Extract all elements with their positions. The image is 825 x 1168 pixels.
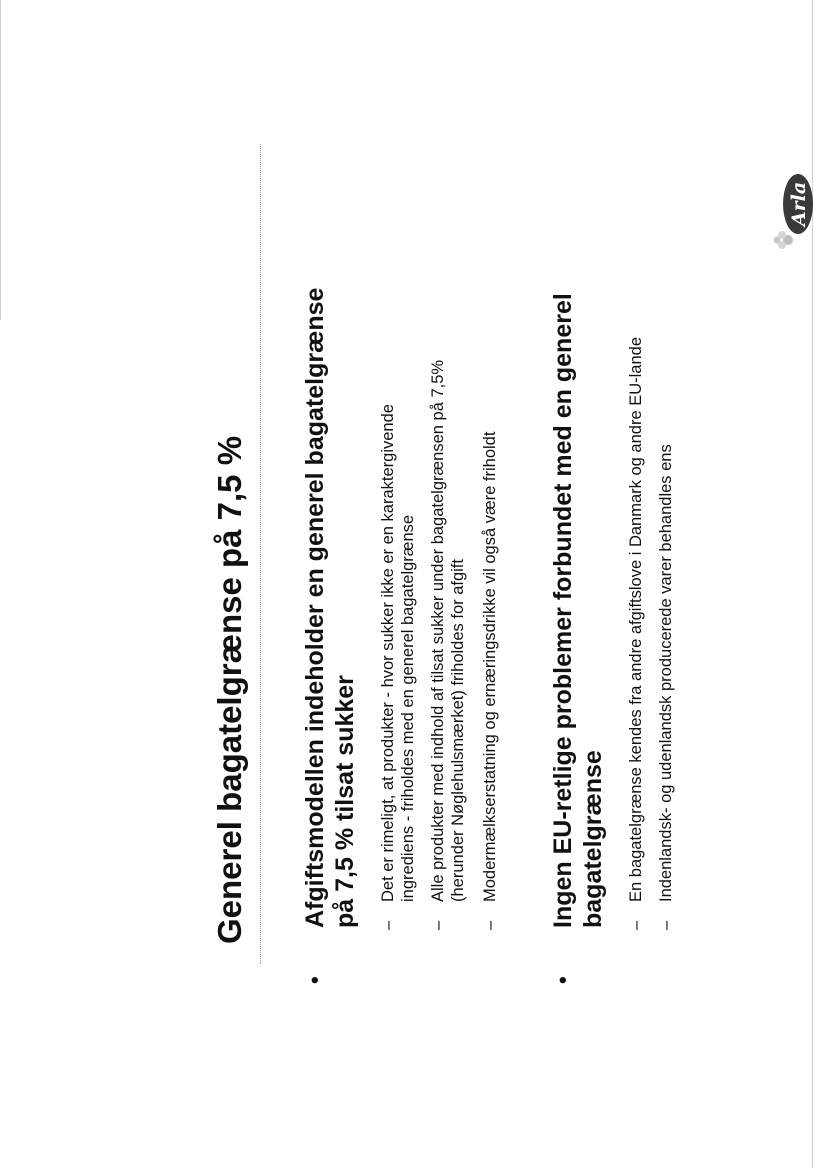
dash-marker: – xyxy=(379,920,397,930)
bullet-heading-line: Afgiftsmodellen indeholder en generel bagatelgrænse xyxy=(301,287,329,928)
logo-text: Arla xyxy=(788,181,810,227)
bullet-marker: • xyxy=(550,976,575,984)
sub-item-line: Indenlandsk- og udenlandsk producerede varer behandles ens xyxy=(657,444,675,902)
dash-marker: – xyxy=(481,920,499,930)
bullet-heading xyxy=(300,188,360,928)
bullet-heading-line: på 7,5 % tilsat sukker xyxy=(331,675,359,928)
bullet-heading xyxy=(548,188,608,928)
title-divider xyxy=(260,144,261,964)
sub-item xyxy=(480,202,500,930)
slide xyxy=(208,144,825,1024)
sub-item-line: ingrediens - friholdes med en generel bagatelgrænse xyxy=(399,514,417,902)
sub-item-line: (herunder Nøglehulsmærket) friholdes for afgift xyxy=(449,559,467,902)
scan-edge-line xyxy=(0,0,1,320)
sub-item xyxy=(428,202,468,930)
arla-logo xyxy=(768,172,816,254)
sub-item xyxy=(626,202,646,930)
sub-item-line: En bagatelgrænse kendes fra andre afgiftslove i Danmark og andre EU-lande xyxy=(627,337,645,902)
sub-item-line: Det er rimeligt, at produkter - hvor sukker ikke er en karaktergivende xyxy=(379,404,397,902)
dash-marker: – xyxy=(657,920,675,930)
bullet-heading-line: bagatelgrænse xyxy=(579,750,607,928)
sub-item xyxy=(656,202,676,930)
dash-marker: – xyxy=(429,920,447,930)
sub-item-line: Alle produkter med indhold af tilsat sukker under bagatelgrænsen på 7,5% xyxy=(429,359,447,902)
dash-marker: – xyxy=(627,920,645,930)
sub-item-line: Modermælkserstatning og ernæringsdrikke vil også være friholdt xyxy=(481,431,499,902)
bullet-marker: • xyxy=(302,976,327,984)
slide-title: Generel bagatelgrænse på 7,5 % xyxy=(211,435,248,944)
sub-item xyxy=(378,202,418,930)
bullet-heading-line: Ingen EU-retlige problemer forbundet med en generel xyxy=(549,293,577,928)
flower-icon xyxy=(774,231,794,249)
